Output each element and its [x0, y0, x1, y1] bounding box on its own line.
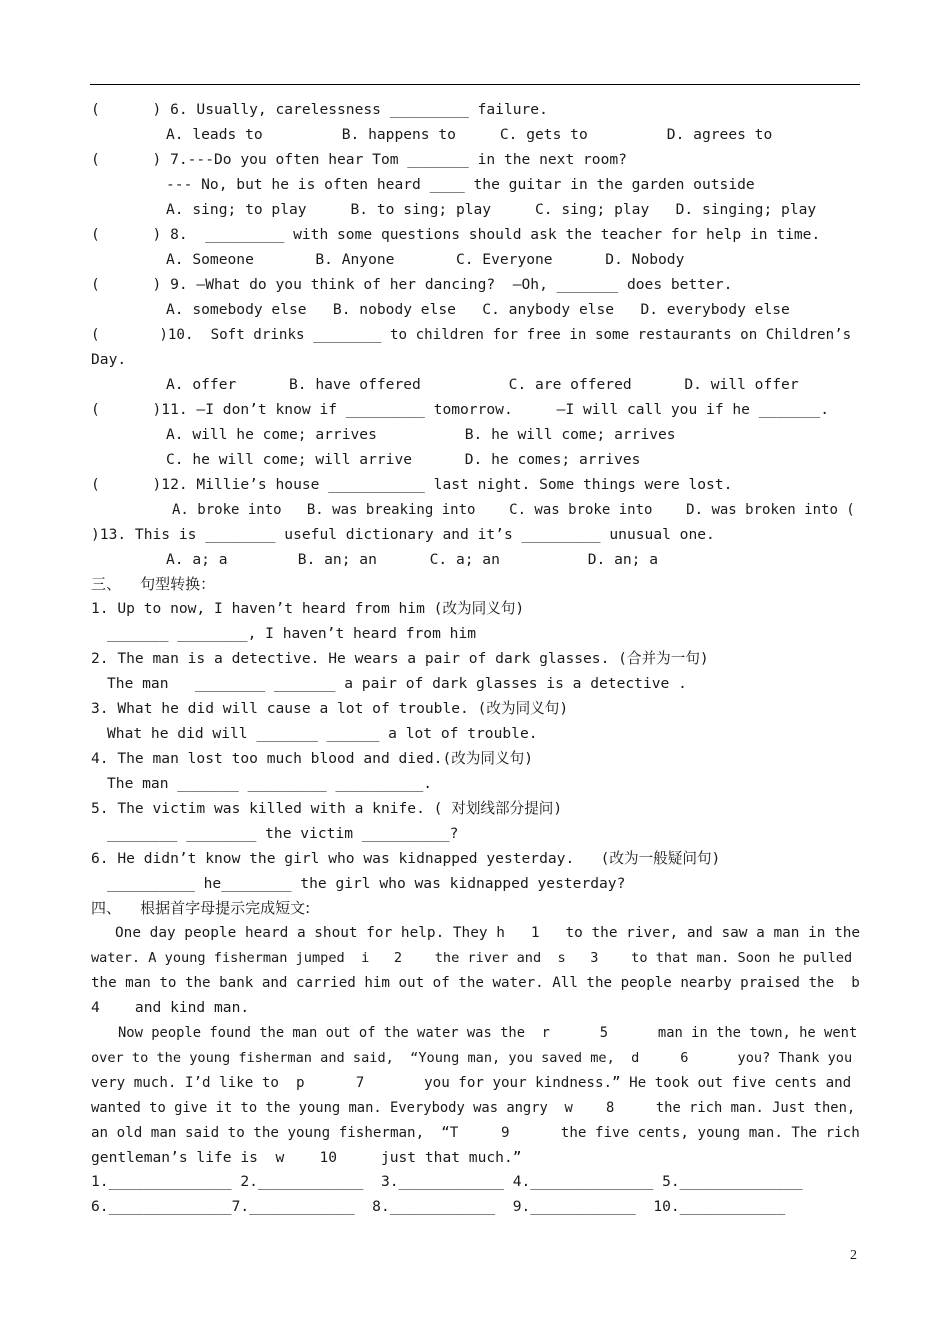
answer-row-2: 6.______________7.____________ 8.____________ 9.____________ 10.____________ — [91, 1198, 786, 1215]
transform-3-answer: What he did will _______ ______ a lot of trouble. — [107, 725, 538, 742]
passage-line-10: gentleman’s life is w 10 just that much.” — [91, 1149, 522, 1166]
passage-line-1: One day people heard a shout for help. They h 1 to the river, and saw a man in the — [115, 925, 861, 941]
question-6: ( ) 6. Usually, carelessness _________ failure. — [91, 101, 548, 118]
passage-line-8: wanted to give it to the young man. Everybody was angry w 8 the rich man. Just then, — [91, 1100, 856, 1116]
q11-options-cd: C. he will come; will arrive D. he comes; arrives — [166, 451, 641, 468]
q7-options: A. sing; to play B. to sing; play C. sing; play D. singing; play — [166, 201, 817, 218]
header-rule — [90, 84, 860, 85]
question-12: ( )12. Millie’s house ___________ last night. Some things were lost. — [91, 476, 733, 493]
passage-line-9: an old man said to the young fisherman, “T 9 the five cents, young man. The rich — [91, 1125, 860, 1141]
passage-line-6: over to the young fisherman and said, “Young man, you saved me, d 6 you? Thank you — [91, 1050, 853, 1066]
q9-options: A. somebody else B. nobody else C. anybody else D. everybody else — [166, 301, 790, 318]
passage-line-2: water. A young fisherman jumped i 2 the river and s 3 to that man. Soon he pulled — [91, 950, 853, 966]
question-11: ( )11. —I don’t know if _________ tomorrow. —I will call you if he _______. — [91, 401, 830, 418]
passage-line-7: very much. I’d like to p 7 you for your kindness.” He took out five cents and — [91, 1075, 852, 1091]
question-10: ( )10. Soft drinks ________ to children for free in some restaurants on Children’s — [91, 327, 852, 343]
q12-options: A. broke into B. was breaking into C. was broke into D. was broken into ( — [172, 502, 855, 518]
passage-line-4: 4 and kind man. — [91, 999, 250, 1016]
question-10-cont: Day. — [91, 351, 127, 368]
q8-options: A. Someone B. Anyone C. Everyone D. Nobody — [166, 251, 685, 268]
transform-4-answer: The man _______ _________ __________. — [107, 775, 433, 792]
passage-line-3: the man to the bank and carried him out of the water. All the people nearby praised the b — [91, 975, 860, 991]
transform-6-answer: __________ he________ the girl who was kidnapped yesterday? — [107, 875, 626, 892]
question-8: ( ) 8. _________ with some questions should ask the teacher for help in time. — [91, 226, 821, 243]
transform-2-answer: The man ________ _______ a pair of dark glasses is a detective . — [107, 675, 687, 692]
transform-3: 3. What he did will cause a lot of trouble. (改为同义句) — [91, 700, 569, 717]
page-number: 2 — [850, 1248, 857, 1263]
q10-options: A. offer B. have offered C. are offered D. will offer — [166, 376, 799, 393]
passage-line-5: Now people found the man out of the water was the r 5 man in the town, he went — [118, 1025, 858, 1041]
transform-4: 4. The man lost too much blood and died.(改为同义句) — [91, 750, 533, 767]
q7-reply: --- No, but he is often heard ____ the guitar in the garden outside — [166, 176, 755, 193]
answer-row-1: 1.______________ 2.____________ 3.____________ 4.______________ 5.______________ — [91, 1173, 803, 1190]
transform-5-answer: ________ ________ the victim __________? — [107, 825, 459, 842]
section-3-heading: 三、 句型转换： — [91, 575, 216, 593]
q11-options-ab: A. will he come; arrives B. he will come; arrives — [166, 426, 676, 443]
section-4-heading: 四、 根据首字母提示完成短文: — [91, 899, 311, 917]
question-9: ( ) 9. —What do you think of her dancing? —Oh, _______ does better. — [91, 276, 733, 293]
q6-options: A. leads to B. happens to C. gets to D. agrees to — [166, 126, 773, 143]
transform-1-answer: _______ ________, I haven’t heard from him — [107, 625, 477, 642]
question-13: )13. This is ________ useful dictionary and it’s _________ unusual one. — [91, 526, 715, 543]
q13-options: A. a; a B. an; an C. a; an D. an; a — [166, 551, 659, 568]
transform-1: 1. Up to now, I haven’t heard from him (改为同义句) — [91, 600, 525, 617]
transform-6: 6. He didn’t know the girl who was kidnapped yesterday. (改为一般疑问句) — [91, 850, 721, 867]
transform-5: 5. The victim was killed with a knife. ( 对划线部分提问) — [91, 800, 563, 817]
question-7: ( ) 7.---Do you often hear Tom _______ in the next room? — [91, 151, 627, 168]
transform-2: 2. The man is a detective. He wears a pair of dark glasses. (合并为一句) — [91, 650, 709, 667]
